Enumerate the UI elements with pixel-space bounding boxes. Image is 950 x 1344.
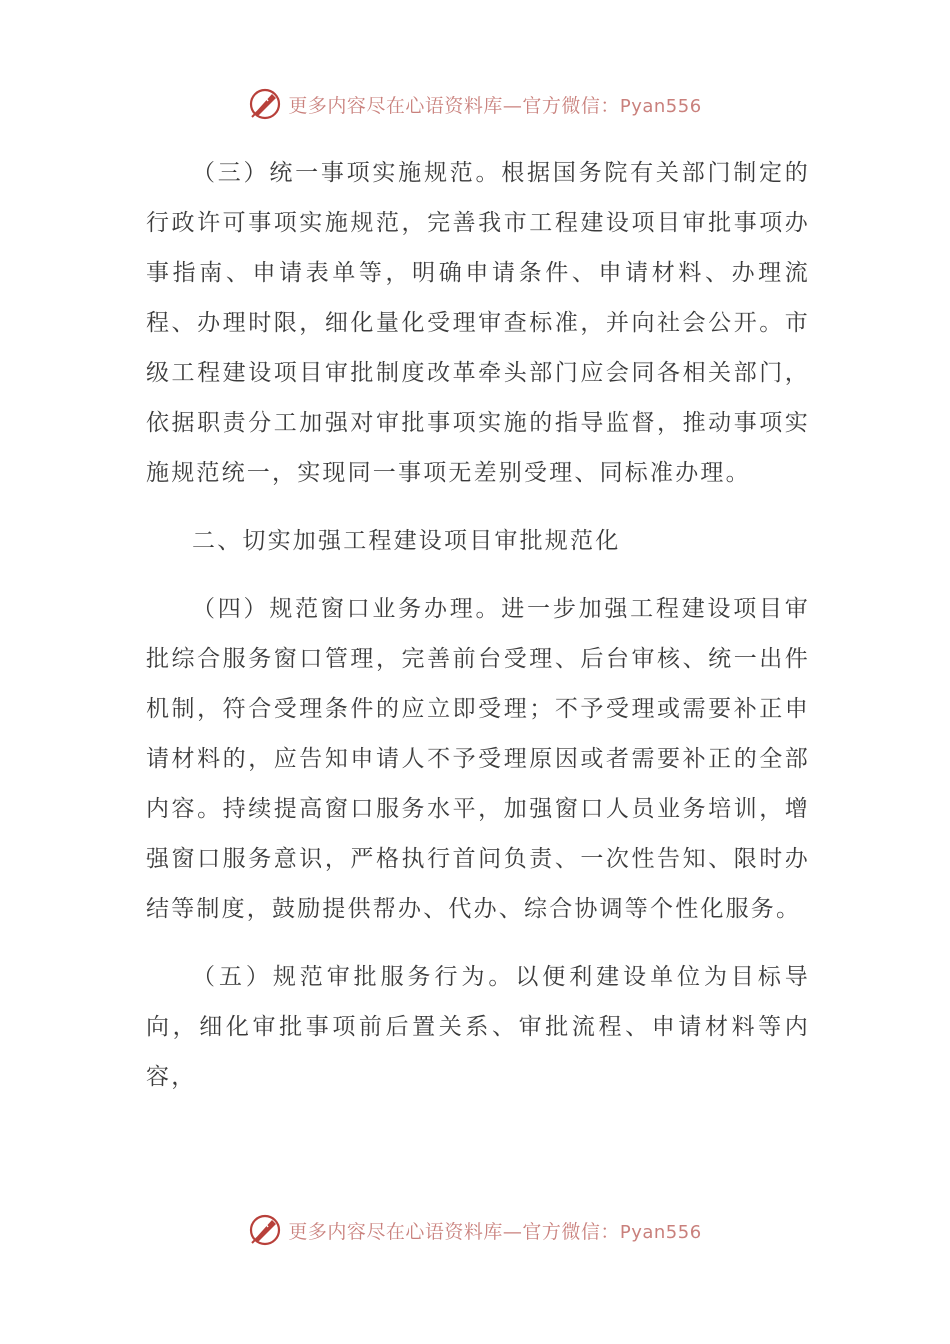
pen-logo-icon (248, 1213, 282, 1247)
paragraph-4: （四）规范窗口业务办理。进一步加强工程建设项目审批综合服务窗口管理，完善前台受理、后台审核、统一出件机制，符合受理条件的应立即受理；不予受理或需要补正申请材料的，应告知申请人不予受理原因或者需要补正的全部内容。持续提高窗口服务水平，加强窗口人员业务培训，增强窗口服务意识，严格执行首问负责、一次性告知、限时办结等制度，鼓励提供帮办、代办、综合协调等个性化服务。 (146, 596, 810, 922)
paragraph-3: （三）统一事项实施规范。根据国务院有关部门制定的行政许可事项实施规范，完善我市工程建设项目审批事项办事指南、申请表单等，明确申请条件、申请材料、办理流程、办理时限，细化量化受理审查标准，并向社会公开。市级工程建设项目审批制度改革牵头部门应会同各相关部门，依据职责分工加强对审批事项实施的指导监督，推动事项实施规范统一，实现同一事项无差别受理、同标准办理。 (146, 160, 810, 486)
pen-logo-icon (248, 87, 282, 121)
section-heading-2: 二、切实加强工程建设项目审批规范化 (192, 528, 621, 554)
footer-watermark (0, 1210, 950, 1250)
watermark-text (288, 91, 701, 118)
watermark-text (288, 1217, 701, 1244)
watermark-wechat-id: Pyan556 (619, 1221, 702, 1243)
header-watermark (0, 84, 950, 124)
paragraph-5: （五）规范审批服务行为。以便利建设单位为目标导向，细化审批事项前后置关系、审批流程、申请材料等内容， (146, 964, 810, 1090)
watermark-label: 更多内容尽在心语资料库—官方微信： (288, 94, 620, 117)
watermark-wechat-id: Pyan556 (619, 95, 702, 117)
watermark-label: 更多内容尽在心语资料库—官方微信： (288, 1220, 620, 1243)
document-body (146, 148, 810, 1102)
